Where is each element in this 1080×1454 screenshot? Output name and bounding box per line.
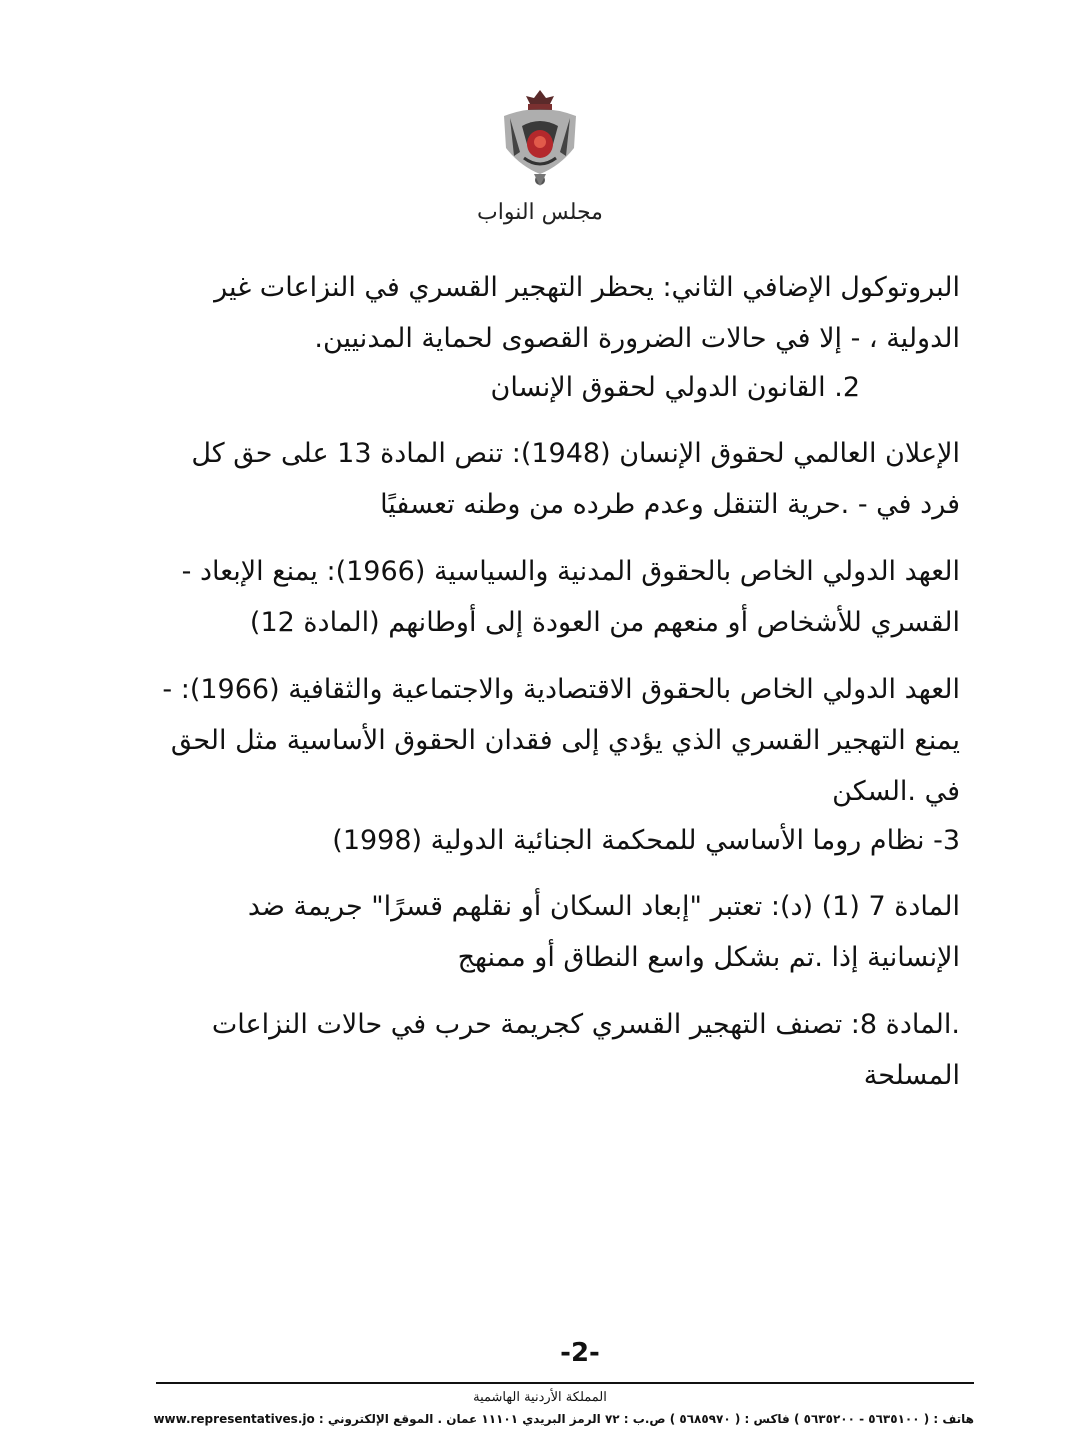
footer-organization: المملكة الأردنية الهاشمية xyxy=(473,1390,607,1405)
section-heading-human-rights-law: 2. القانون الدولي لحقوق الإنسان xyxy=(490,372,860,403)
paragraph-article-8: .المادة 8: تصنف التهجير القسري كجريمة حرب في حالات النزاعات المسلحة xyxy=(211,1009,960,1091)
page-number: -2- xyxy=(560,1338,600,1368)
council-name: مجلس النواب xyxy=(477,200,603,225)
paragraph-universal-declaration: الإعلان العالمي لحقوق الإنسان (1948): تنص المادة 13 على حق كل فرد في - .حرية التنقل وعدم طرده من وطنه تعسفيًا xyxy=(191,438,960,520)
footer-divider xyxy=(156,1382,974,1384)
paragraph-economic-social-covenant: العهد الدولي الخاص بالحقوق الاقتصادية والاجتماعية والثقافية (1966): - يمنع التهجير القسري الذي يؤدي إلى فقدان الحقوق الأساسية مثل الحق في .السكن xyxy=(162,674,960,807)
section-heading-rome-statute: 3- نظام روما الأساسي للمحكمة الجنائية الدولية (1998) xyxy=(332,825,960,856)
document-body xyxy=(150,262,960,1101)
jordan-coat-of-arms-icon xyxy=(490,86,590,190)
footer-contact-info: هاتف : ( ٥٦٣٥١٠٠ - ٥٦٣٥٢٠٠ ) فاكس : ( ٥٦٨٥٩٧٠ ) ص.ب : ٧٢ الرمز البريدي ١١١٠١ عمان . الموقع الإلكتروني : www.representatives.jo xyxy=(153,1412,974,1426)
paragraph-additional-protocol: البروتوكول الإضافي الثاني: يحظر التهجير القسري في النزاعات غير الدولية ، - إلا في حالات الضرورة القصوى لحماية المدنيين. xyxy=(214,272,960,354)
paragraph-civil-political-covenant: العهد الدولي الخاص بالحقوق المدنية والسياسية (1966): يمنع الإبعاد - القسري للأشخاص أو منعهم من العودة إلى أوطانهم (المادة 12) xyxy=(181,556,960,638)
paragraph-article-7: المادة 7 (1) (د): تعتبر "إبعاد السكان أو نقلهم قسرًا" جريمة ضد الإنسانية إذا .تم بشكل واسع النطاق أو ممنهج xyxy=(247,891,960,973)
